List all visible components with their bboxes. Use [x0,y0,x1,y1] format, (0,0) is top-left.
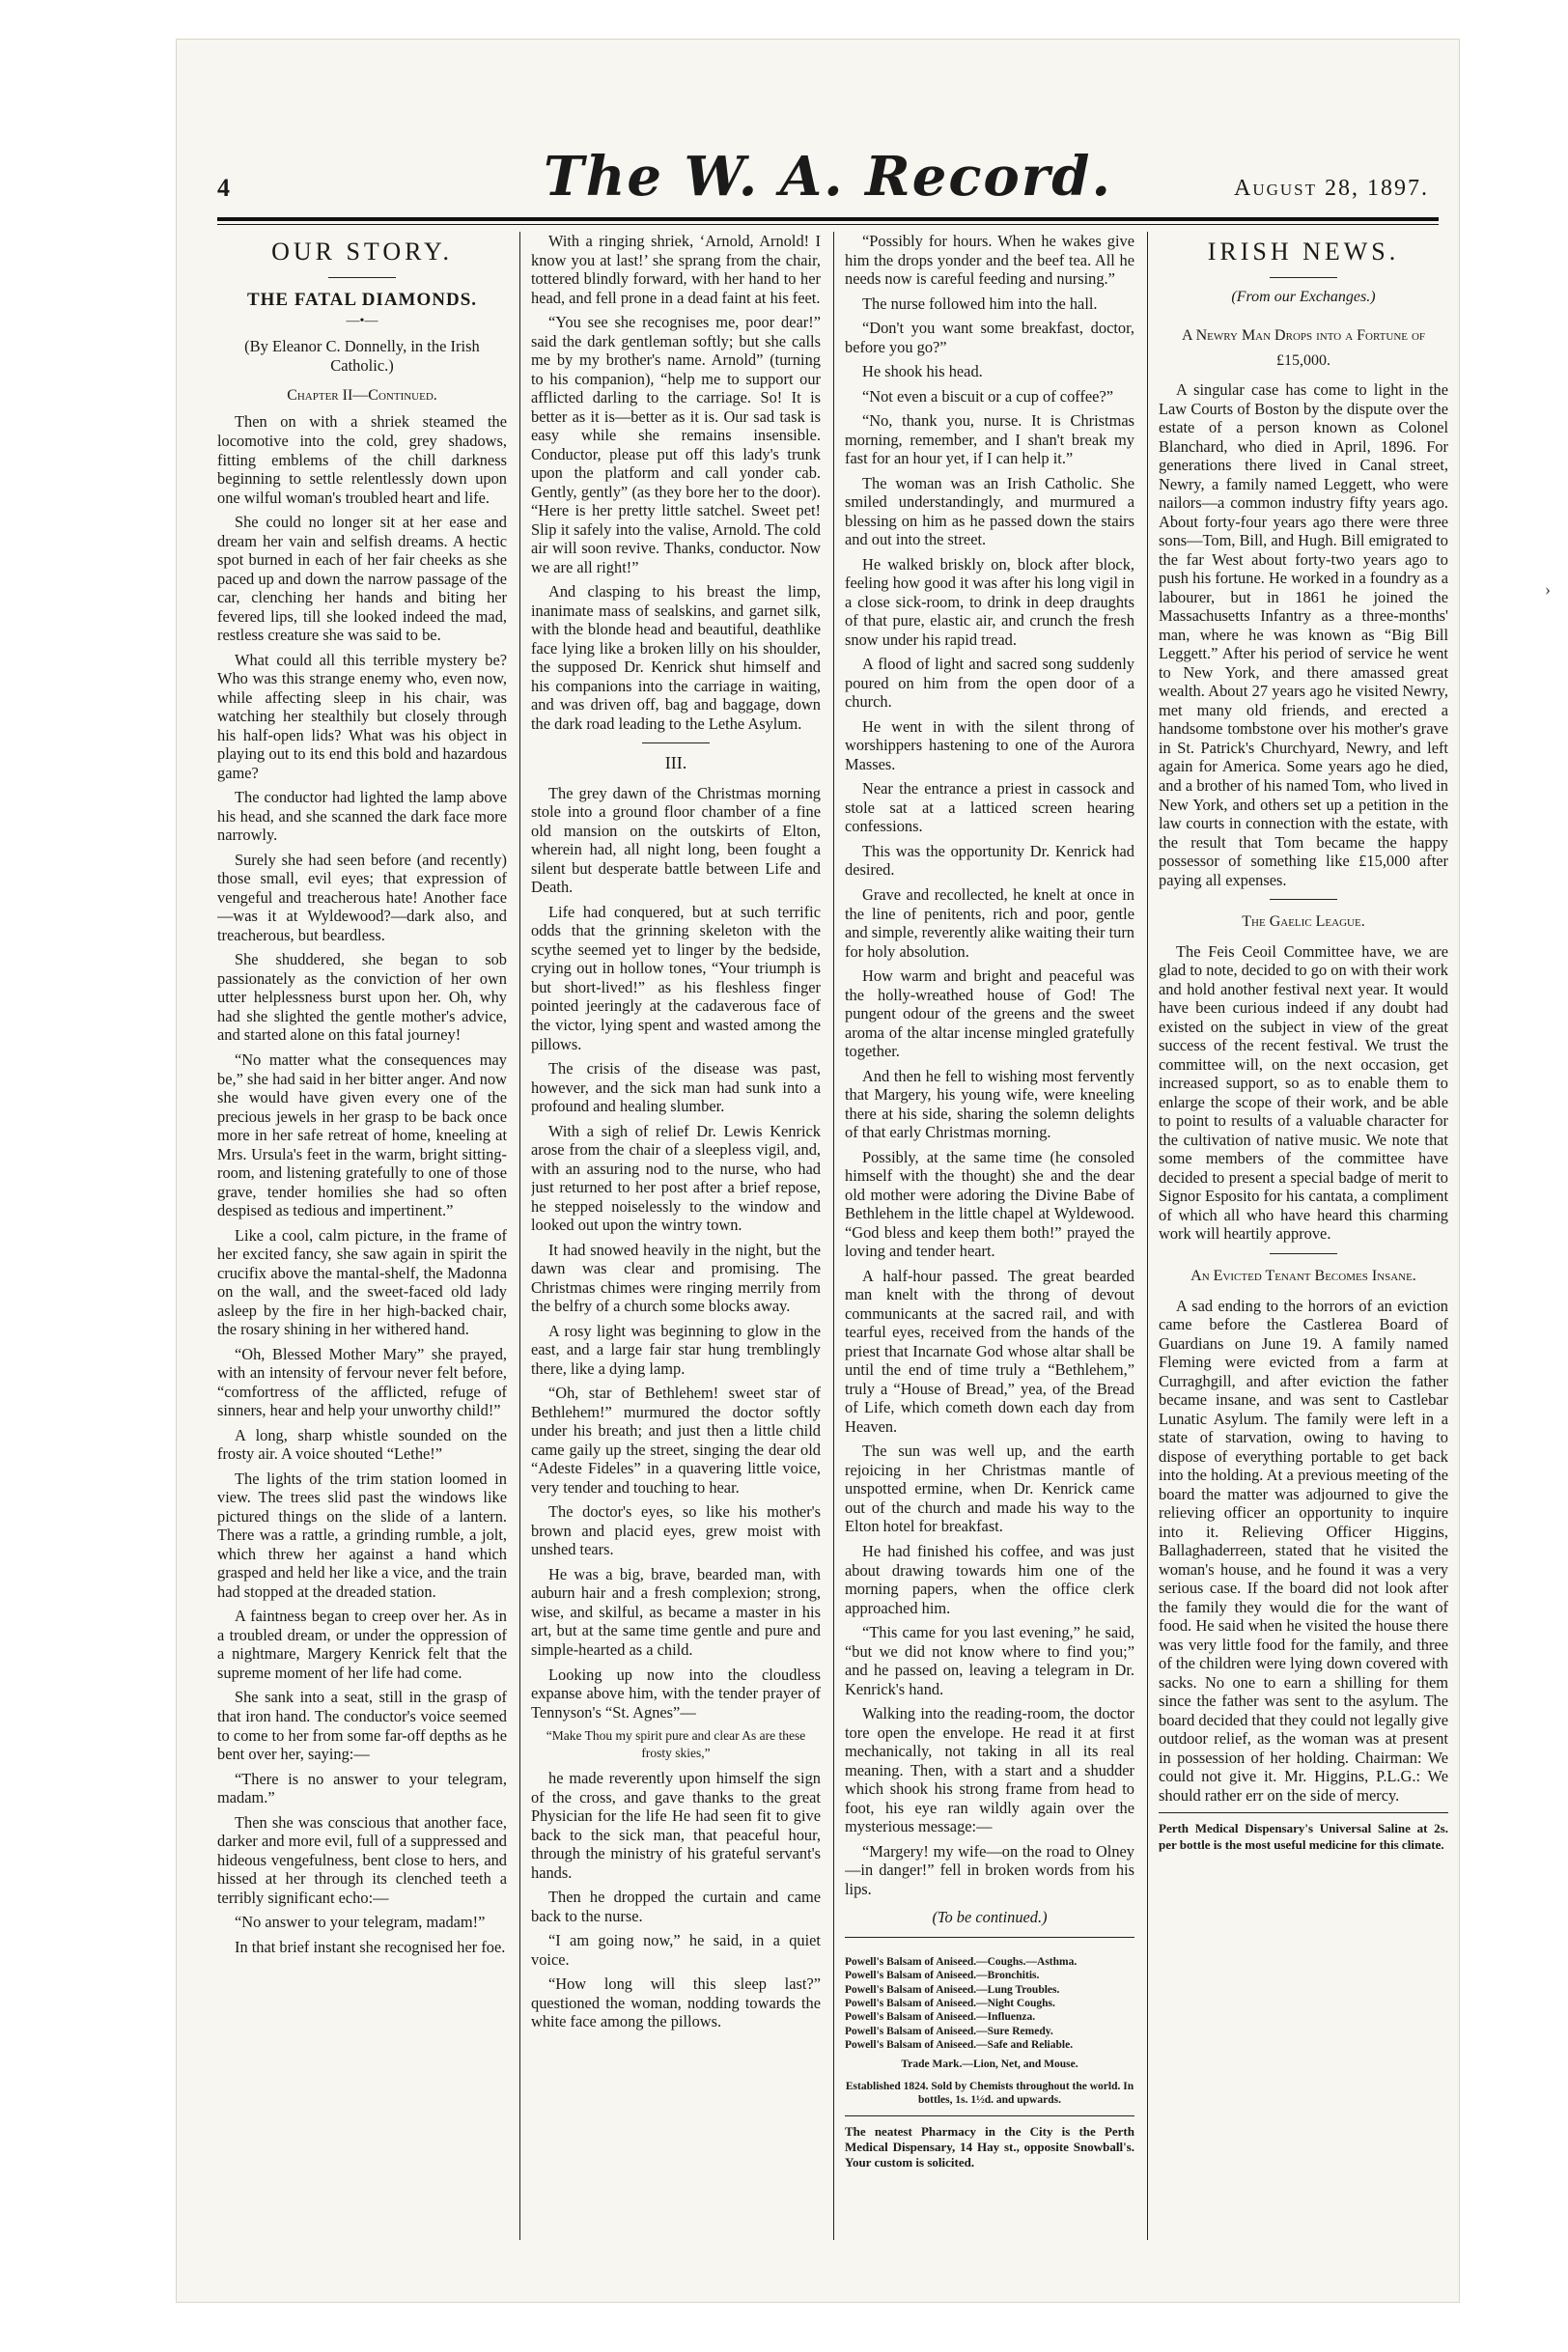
story-body-col2c [531,1769,821,2031]
paragraph: The Feis Ceoil Committee have, we are glad to note, decided to go on with their work and hold another festival next year. It would have been curious indeed if any doubt had existed on the subject in view of the great success of the recent festival. We trust the committee will, on the next occasion, get increased support, so as to enable them to enlarge the scope of their work, and be able to point to results of a valuable character for the cultivation of native music. We note that some members of the committee have decided to present a special badge of merit to Signor Esposito for his cantata, a compliment of which all who have heard this charming work will heartily approve. [1159,941,1448,1244]
paragraph: He went in with the silent throng of worshippers hastening to one of the Aurora Masses. [845,716,1134,773]
balsam-trademark: Trade Mark.—Lion, Net, and Mouse. [901,2058,1078,2071]
paragraph: Like a cool, calm picture, in the frame of her excited fancy, she saw again in spirit the crucifix above the mantal-shelf, the Madonna on the wall, and the sweet-faced old lady asleep by the fire in her high-backed chair, the rosary shining in her withered hand. [217,1225,507,1339]
paragraph: Looking up now into the cloudless expanse above him, with the tender prayer of Tennyson's “St. Agnes”— [531,1665,821,1722]
paragraph: He was a big, brave, bearded man, with auburn hair and a fresh complexion; strong, wise, and skilful, as became a master in his art, but at the same time gentle and pure and simple-hearted as a child. [531,1564,821,1659]
paragraph: With a sigh of relief Dr. Lewis Kenrick arose from the chair of a sleepless vigil, and, with an assuring nod to the nurse, who had just returned to her post after a brief repose, he stepped noiselessly to the window and looked out upon the wintry town. [531,1121,821,1235]
paragraph: It had snowed heavily in the night, but the dawn was clear and promising. The Christmas chimes were ringing merrily from the belfry of a church some blocks away. [531,1240,821,1316]
section-divider [328,277,396,278]
paragraph: Then she was conscious that another face, darker and more evil, full of a suppressed and hideous vengefulness, bent close to hers, and hissed at her through its clenched teeth a terribly significant echo:— [217,1812,507,1907]
story-body-col2a [531,232,821,733]
story-body-col1 [217,412,507,1956]
paragraph: “No answer to your telegram, madam!” [235,1913,486,1932]
article-divider [1270,1253,1337,1254]
story-title: THE FATAL DIAMONDS. [246,289,478,310]
paragraph: And clasping to his breast the limp, inanimate mass of sealskins, and garnet silk, with the blonde head and beautiful, deathlike face lying like a broken lilly on his shoulder, the supposed Dr. Kenrick shut himself and his companions into the carriage in waiting, and was driven off, bag and baggage, down the dark road leading to the Lethe Asylum. [531,582,821,733]
paragraph: The lights of the trim station loomed in view. The trees slid past the windows like pictured things on the slide of a lantern. There was a rattle, a grinding rumble, a jolt, which threw her against a hand which grasped and held her like a vice, and the train had stopped at the dreaded station. [217,1469,507,1601]
article-body-newry [1159,380,1448,889]
paragraph: “There is no answer to your telegram, madam.” [217,1769,507,1807]
section-divider [1270,277,1337,278]
ad-line: Powell's Balsam of Aniseed.—Bronchitis. [845,1970,1040,1982]
column-1 [217,232,507,2240]
page-number: 4 [217,174,230,202]
article-heading-newry: A Newry Man Drops into a Fortune of £15,000. [1181,326,1426,369]
paragraph: “Oh, star of Bethlehem! sweet star of Bethlehem!” murmured the doctor softly under his breath; and just then a little child came gaily up the street, singing the dear old “Adeste Fideles” in a quavering little voice, very tender and touching to hear. [531,1384,821,1497]
article-body-evicted-tenant [1159,1297,1448,1806]
paragraph: She could no longer sit at her ease and dream her vain and selfish dreams. A hectic spot burned in each of her fair cheeks as she paced up and down the narrow passage of the car, clenching her hands and biting her fevered lips, till she looked indeed the mad, restless creature she was said to be. [217,513,507,645]
column-3 [845,232,1134,2240]
article-divider [1270,899,1337,900]
paragraph: The grey dawn of the Christmas morning stole into a ground floor chamber of a fine old mansion on the outskirts of Elton, wherein had, all night long, been fought a silent but desperate battle between Life and Death. [531,783,821,897]
masthead [217,145,1439,212]
ad-divider [845,2115,1134,2116]
paragraph: And then he fell to wishing most fervently that Margery, his young wife, were kneeling there at his side, sharing the solemn delights of that early Christmas morning. [845,1066,1134,1142]
paragraph: “This came for you last evening,” he said, “but we did not know where to find you;” and he passed on, leaving a telegram in Dr. Kenrick's hand. [845,1623,1134,1698]
paragraph: “No matter what the consequences may be,” she had said in her bitter anger. And now she would have given every one of the precious jewels in her grasp to be back once more in her safe retreat of home, kneeling at Mrs. Ursula's feet in the warm, bright sitting-room, and listening gratefully to one of those grave, tender homilies she had so often despised as tedious and impertinent.” [217,1050,507,1220]
newspaper-title: The W. A. Record. [544,145,1112,209]
section-title-our-story: OUR STORY. [271,238,453,266]
paragraph: Then on with a shriek steamed the locomotive into the cold, grey shadows, fitting emblems of the chill darkness beginning to settle relentlessly down upon one wilful woman's troubled heart and life. [217,412,507,507]
paragraph: Then he dropped the curtain and came back to the nurse. [531,1888,821,1925]
paragraph: The conductor had lighted the lamp above his head, and she scanned the dark face more narrowly. [217,788,507,845]
title-ornament: —•— [346,313,378,328]
paragraph: “How long will this sleep last?” questioned the woman, nodding towards the white face among the pillows. [531,1974,821,2031]
paragraph: The nurse followed him into the hall. [862,294,1098,313]
column-4 [1159,232,1448,2240]
balsam-ad-lines [845,1955,1134,2053]
story-body-col2b [531,784,821,1722]
paragraph: In that brief instant she recognised her foe. [235,1937,506,1956]
paragraph: A sad ending to the horrors of an eviction came before the Castlerea Board of Guardians on June 19. A family named Fleming were evicted from a farm at Curraghgill, and after eviction the father became insane, and was sent to Castlebar Lunatic Asylum. The family were left in a state of starvation, owing to having to dispose of everything portable to get back into the holding. At a previous meeting of the board the matter was adjourned to give the relieving officer an opportunity to inquire into it. Relieving Officer Higgins, Ballaghaderreen, stated that he visited the woman's house, and he found it was a very serious case. If the board did not look after the family they would die for the want of food. He said when he visited the house there was very little food for the family, and three of the children were lying down covered with sacks. No one to earn a shilling for them since the father was sent to the asylum. The board decided that they could not legally give outdoor relief, as the woman was at present in possession of her holding. Chairman: We could not give it. Mr. Higgins, P.L.G.: We should rather err on the side of mercy. [1159,1296,1448,1805]
advertisement-balsam [845,1937,1134,2108]
masthead-rule-thin [217,224,1439,225]
paragraph: A long, sharp whistle sounded on the frosty air. A voice shouted “Lethe!” [217,1425,507,1464]
story-body-col3 [845,232,1134,1898]
ad-line: Powell's Balsam of Aniseed.—Coughs.—Asthma. [845,1955,1078,1968]
paragraph: What could all this terrible mystery be? Who was this strange enemy who, even now, while affecting sleep in his chair, was watching her stealthily but closely through his half-open lids? What was his object in playing out to its end this bold and hazardous game? [217,650,507,782]
paragraph: “I am going now,” he said, in a quiet voice. [531,1931,821,1969]
paragraph: A singular case has come to light in the Law Courts of Boston by the dispute over the estate of a person known as Colonel Blanchard, who died in April, 1896. For generations there lived in Canal street, Newry, a family named Leggett, who were nailors—a common industry fifty years ago. About forty-four years ago there were three sons—Tom, Bill, and Hugh. Bill emigrated to the far West about forty-two years ago to push his fortune. He worked in a foundry as a labourer, but in 1861 he joined the Massachusetts Infantry as a three-months' man, where he was known as “Big Bill Leggett.” After his period of service he went to New York, and there amassed great wealth. About 27 years ago he visited Newry, met many old friends, and erected a handsome tombstone over his mother's grave in St. Patrick's Churchyard, Newry, and left again for America. Some years ago he died, and a brother of his named Tom, who lived in New York, and others set up a petition in the law courts in connection with the estate, with the result that Tom became the happy possessor of something like £15,000 after paying all expenses. [1159,380,1448,889]
paragraph: She shuddered, she began to sob passionately as the conviction of her own utter helplessness burst upon her. Oh, why had she slighted the gentle mother's advice, and started alone on this fatal journey! [217,950,507,1045]
paragraph: Near the entrance a priest in cassock and stole sat at a latticed screen hearing confessions. [845,779,1134,836]
ad-line: Powell's Balsam of Aniseed.—Sure Remedy. [845,2025,1053,2037]
paragraph: Life had conquered, but at such terrific odds that the grinning skeleton with the scythe seemed yet to linger by the bedside, crying out in hollow tones, “Your triumph is but short-lived!” as his fleshless finger pointed jeeringly at the cadaverous face of the victor, lying spent and wasted among the pillows. [531,902,821,1053]
ad-line: Powell's Balsam of Aniseed.—Influenza. [845,2011,1036,2024]
paragraph: A faintness began to creep over her. As in a troubled dream, or under the oppression of a nightmare, Margery Kenrick felt that the supreme moment of her life had come. [217,1607,507,1682]
paragraph: “Possibly for hours. When he wakes give him the drops yonder and the beef tea. All he needs now is careful feeding and nursing.” [845,232,1134,289]
part-divider [642,742,710,743]
issue-date: August 28, 1897. [1233,176,1429,201]
article-heading-gaelic-league: The Gaelic League. [1242,913,1365,931]
balsam-established: Established 1824. Sold by Chemists throughout the world. In bottles, 1s. 1½d. and upwards. [845,2080,1134,2107]
column-rule [1147,232,1148,2240]
paragraph: “Margery! my wife—on the road to Olney—in danger!” fell in broken words from his lips. [845,1841,1134,1898]
paragraph: With a ringing shriek, ‘Arnold, Arnold! I know you at last!’ she sprang from the chair, tottered blindly forward, with her hand to her head, and fell prone in a dead faint at his feet. [531,232,821,307]
paragraph: The sun was well up, and the earth rejoicing in her Christmas mantle of unspotted ermine, when Dr. Kenrick came out of the church and made his way to the Elton hotel for breakfast. [845,1442,1134,1536]
paragraph: Surely she had seen before (and recently) those small, evil eyes; that expression of vengeful and treacherous hate! Another face—was it at Wyldewood?—dark also, and treacherous, but beardless. [217,850,507,944]
paragraph: “No, thank you, nurse. It is Christmas morning, remember, and I shan't break my fast for an hour yet, if I can help it.” [845,411,1134,468]
verse-quote: “Make Thou my spirit pure and clear As are these frosty skies,” [546,1728,806,1760]
paragraph: Walking into the reading-room, the doctor tore open the envelope. He read it at first mechanically, not taking in all its real meaning. Then, with a start and a shudder which shook his strong frame from head to foot, his eye ran wildly again over the mysterious message:— [845,1704,1134,1836]
paragraph: He had finished his coffee, and was just about drawing towards him one of the morning papers, when the office clerk approached him. [845,1542,1134,1617]
paragraph: How warm and bright and peaceful was the holly-wreathed house of God! The pungent odour of the greens and the sweet aroma of the altar incense mingled gratefully together. [845,966,1134,1061]
story-byline: (By Eleanor C. Donnelly, in the Irish Catholic.) [244,337,480,375]
ad-line: Powell's Balsam of Aniseed.—Safe and Reliable. [845,2039,1074,2052]
part-number: III. [664,753,687,773]
advertisement-pharmacy: The neatest Pharmacy in the City is the Perth Medical Dispensary, 14 Hay st., opposite Snowball's. Your custom is solicited. [845,2123,1134,2170]
paragraph: This was the opportunity Dr. Kenrick had desired. [845,841,1134,880]
paragraph: A half-hour passed. The great bearded man knelt with the throng of devout communicants at the sacred rail, and with tearful eyes, received from the hands of the priest that Incarnate God whose altar shall be until the end of time truly a “Bethlehem,” truly a “House of Bread,” yea, of the Bread of Life, which cometh down each day from Heaven. [845,1266,1134,1436]
paragraph: he made reverently upon himself the sign of the cross, and gave thanks to the great Physician for the life He had seen fit to give back to the sick man, that peaceful hour, through the ministry of his grateful servant's hands. [531,1769,821,1882]
section-title-irish-news: IRISH NEWS. [1207,238,1400,266]
advertisement-saline: Perth Medical Dispensary's Universal Saline at 2s. per bottle is the most useful medicine for this climate. [1159,1821,1448,1852]
scan-margin-mark: › [1545,579,1551,599]
paragraph: The woman was an Irish Catholic. She smiled understandingly, and murmured a blessing on him as he passed down the stairs and out into the street. [845,473,1134,549]
paragraph: He walked briskly on, block after block, feeling how good it was after his long vigil in a close sick-room, to drink in deep draughts of that pure, elastic air, and crunch the fresh snow under his rapid tread. [845,554,1134,649]
paragraph: The crisis of the disease was past, however, and the sick man had sunk into a profound and healing slumber. [531,1059,821,1116]
ad-line: Powell's Balsam of Aniseed.—Lung Troubles. [845,1983,1060,1996]
masthead-rule [217,217,1439,221]
paragraph: “Don't you want some breakfast, doctor, before you go?” [845,319,1134,356]
column-rule [833,232,834,2240]
paragraph: “Oh, Blessed Mother Mary” she prayed, with an intensity of fervour never felt before, “comfortress of the afflicted, refuge of sinners, hear and help your unworthy child!” [217,1344,507,1420]
ad-divider [1159,1812,1448,1813]
ad-line: Powell's Balsam of Aniseed.—Night Coughs. [845,1997,1055,2009]
paragraph: A flood of light and sacred song suddenly poured on him from the open door of a church. [845,655,1134,712]
paragraph: He shook his head. [862,362,983,381]
paragraph: Possibly, at the same time (he consoled himself with the thought) she and the dear old mother were adoring the Divine Babe of Bethlehem in the little chapel at Wyldewood. “God bless and keep them both!” prayed the loving and tender heart. [845,1147,1134,1261]
paragraph: Grave and recollected, he knelt at once in the line of penitents, rich and poor, gentle and simple, reverently alike waiting their turn for holy absolution. [845,884,1134,961]
chapter-heading: Chapter II—Continued. [287,387,437,405]
paragraph: A rosy light was beginning to glow in the east, and a large fair star hung tremblingly there, like a dying lamp. [531,1321,821,1378]
column-rule [519,232,520,2240]
to-be-continued: (To be continued.) [932,1908,1048,1927]
paragraph: She sank into a seat, still in the grasp of that iron hand. The conductor's voice seemed to come to her from some far-off depths as he bent over her, saying:— [217,1688,507,1764]
news-source-note: (From our Exchanges.) [1231,288,1376,305]
paragraph: “Not even a biscuit or a cup of coffee?” [862,386,1114,406]
column-2 [531,232,821,2240]
paragraph: The doctor's eyes, so like his mother's brown and placid eyes, grew moist with unshed tears. [531,1502,821,1559]
article-body-gaelic-league [1159,942,1448,1244]
paragraph: “You see she recognises me, poor dear!” said the dark gentleman softly; but she calls me by my brother's name. Arnold” (turning to his companion), “help me to support our afflicted darling to the carriage. So! It is better as it is—better as it is. Our sad task is easy while she remains insensible. Conductor, please put off this lady's trunk upon the platform and call yonder cab. Gently, gently” (as they bore her to the door). “Here is her pretty little satchel. Sweet pet! Slip it safely into the valise, Arnold. The cold air will soon revive. Thanks, conductor. Now we are all right!” [531,313,821,576]
article-heading-evicted-tenant: An Evicted Tenant Becomes Insane. [1190,1267,1416,1284]
